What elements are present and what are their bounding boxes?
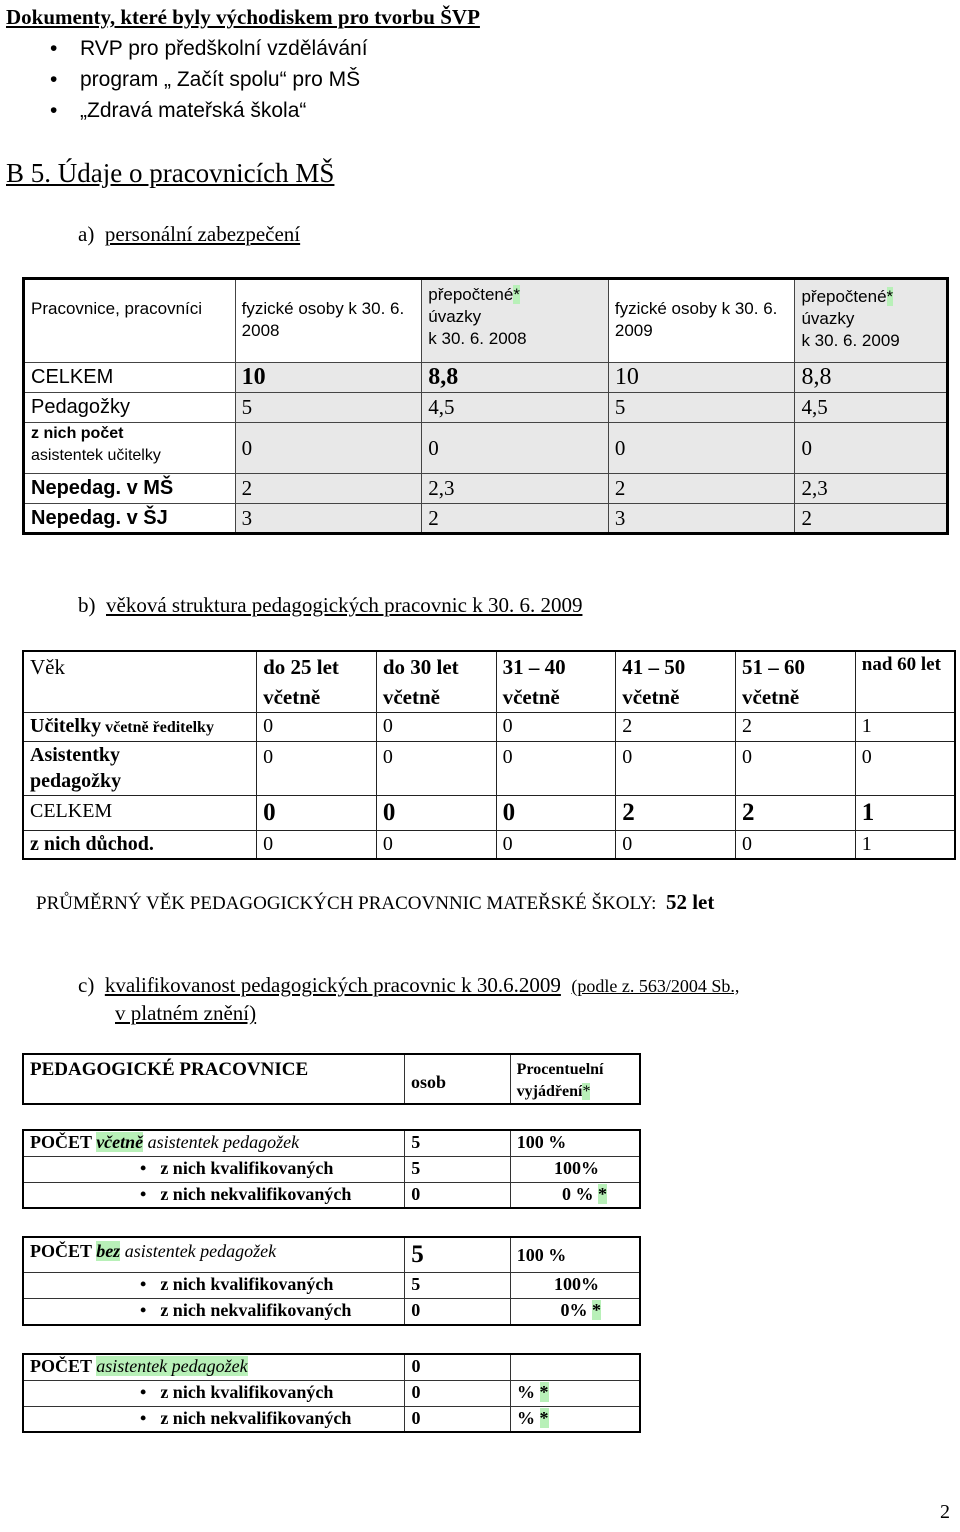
row-label: POČET asistentek pedagožek [23,1354,405,1380]
cell: 0 [257,742,377,796]
row-label: • z nich kvalifikovaných [23,1273,405,1299]
cell: 0 [496,796,616,831]
cell: 8,8 [795,363,948,393]
cell: 0 [257,713,377,742]
row-label: z nich počet asistentek učitelky [24,423,236,474]
subsection-b: b) věková struktura pedagogických pracovnic k 30. 6. 2009 [78,593,583,617]
cell: 0 [257,796,377,831]
count-excl-assistants-table [22,1236,641,1326]
row-label: • z nich kvalifikovaných [23,1380,405,1406]
header-cell: 41 – 50 včetně [616,651,736,713]
cell: 4,5 [795,393,948,423]
cell: 0 [855,742,955,796]
header-cell: Věk [23,651,257,713]
cell: 0 % * [510,1182,640,1208]
cell: 5 [235,393,422,423]
cell: 2 [736,796,856,831]
cell: 0 [736,831,856,859]
subsection-c: c) kvalifikovanost pedagogických pracovnic k 30.6.2009 (podle z. 563/2004 Sb., v platném znění) [78,973,740,1025]
cell: % * [511,1380,641,1406]
docs-heading: Dokumenty, které byly východiskem pro tvorbu ŠVP [6,5,480,29]
list-item: • „Zdravá mateřská škola“ [50,99,307,122]
cell: 0 [405,1406,511,1432]
cell: 5 [405,1156,510,1182]
cell: 0 [795,423,948,474]
cell: 0 [608,423,795,474]
cell: 1 [855,713,955,742]
header-cell: 51 – 60 včetně [736,651,856,713]
cell: 2,3 [422,474,609,504]
row-label: Učitelky včetně ředitelky [23,713,257,742]
cell: 0 [405,1182,510,1208]
header-cell: Pracovnice, pracovníci [24,279,236,363]
header-cell: fyzické osoby k 30. 6. 2009 [608,279,795,363]
header-cell: Procentuelní vyjádření* [510,1054,640,1104]
cell: 0 [376,796,496,831]
page-number: 2 [940,1501,950,1523]
staff-table [22,277,949,535]
cell: 2 [736,713,856,742]
count-incl-assistants-table [22,1129,641,1209]
header-cell: přepočtené* úvazky k 30. 6. 2008 [422,279,609,363]
cell: 0 [616,742,736,796]
cell: 0% * [510,1299,640,1325]
row-label: Pedagožky [24,393,236,423]
row-label: Nepedag. v ŠJ [24,504,236,534]
cell: 4,5 [422,393,609,423]
cell: 10 [235,363,422,393]
cell: 3 [608,504,795,534]
age-table [22,650,956,860]
cell: 5 [405,1130,510,1156]
row-label: POČET bez asistentek pedagožek [23,1237,405,1273]
cell: 0 [405,1354,511,1380]
cell: 1 [855,831,955,859]
section-title: B 5. Údaje o pracovnicích MŠ [6,158,335,188]
cell: 0 [405,1380,511,1406]
header-cell: fyzické osoby k 30. 6. 2008 [235,279,422,363]
average-age: PRŮMĚRNÝ VĚK PEDAGOGICKÝCH PRACOVNNIC MATEŘSKÉ ŠKOLY: 52 let [36,890,715,914]
list-item: • RVP pro předškolní vzdělávání [50,37,368,60]
row-label: • z nich kvalifikovaných [23,1156,405,1182]
cell: 1 [855,796,955,831]
header-cell: osob [405,1054,511,1104]
cell: 0 [376,742,496,796]
cell: % * [511,1406,641,1432]
row-label: POČET včetně asistentek pedagožek [23,1130,405,1156]
cell: 2 [422,504,609,534]
cell: 0 [422,423,609,474]
cell: 100 % [510,1130,640,1156]
list-item: • program „ Začít spolu“ pro MŠ [50,68,361,91]
cell: 5 [608,393,795,423]
cell: 5 [405,1237,511,1273]
row-label: CELKEM [24,363,236,393]
row-label: Asistentky pedagožky [23,742,257,796]
row-label: • z nich nekvalifikovaných [23,1299,405,1325]
cell: 2 [795,504,948,534]
cell: 2 [608,474,795,504]
header-cell: přepočtené* úvazky k 30. 6. 2009 [795,279,948,363]
header-cell: 31 – 40 včetně [496,651,616,713]
cell: 2 [235,474,422,504]
cell: 0 [616,831,736,859]
docs-list [6,33,706,126]
cell: 0 [496,831,616,859]
row-label: z nich důchod. [23,831,257,859]
row-label: CELKEM [23,796,257,831]
qualification-header-table [22,1053,641,1105]
row-label: • z nich nekvalifikovaných [23,1406,405,1432]
header-cell: do 25 let včetně [257,651,377,713]
cell: 2 [616,796,736,831]
cell [511,1354,641,1380]
cell: 10 [608,363,795,393]
row-label: • z nich nekvalifikovaných [23,1182,405,1208]
cell: 100 % [510,1237,640,1273]
cell: 0 [257,831,377,859]
cell: 0 [736,742,856,796]
header-cell: nad 60 let [855,651,955,713]
cell: 100% [510,1156,640,1182]
cell: 3 [235,504,422,534]
cell: 0 [496,742,616,796]
cell: 100% [510,1273,640,1299]
cell: 8,8 [422,363,609,393]
header-cell: PEDAGOGICKÉ PRACOVNICE [23,1054,405,1104]
cell: 0 [235,423,422,474]
cell: 0 [376,713,496,742]
cell: 0 [496,713,616,742]
row-label: Nepedag. v MŠ [24,474,236,504]
header-cell: do 30 let včetně [376,651,496,713]
count-assistants-table [22,1353,641,1433]
cell: 0 [376,831,496,859]
cell: 0 [405,1299,511,1325]
subsection-a: a) personální zabezpečení [78,222,301,246]
cell: 5 [405,1273,511,1299]
cell: 2 [616,713,736,742]
cell: 2,3 [795,474,948,504]
